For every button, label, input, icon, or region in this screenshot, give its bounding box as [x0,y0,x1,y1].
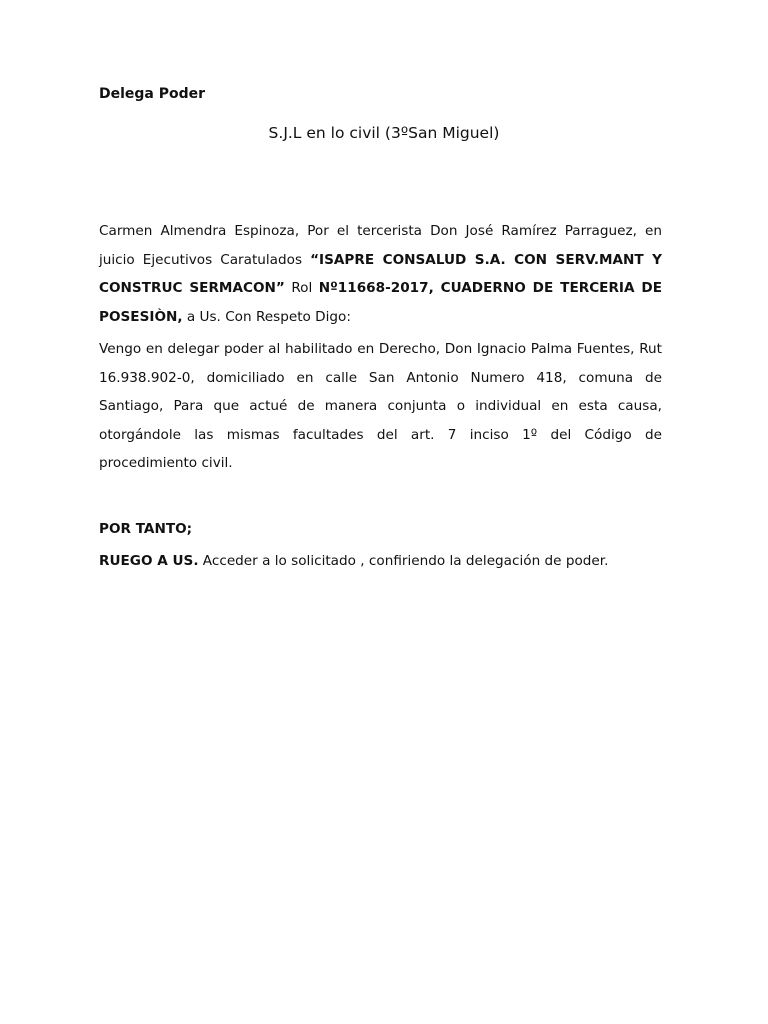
ruego-paragraph [99,553,608,569]
case-role-number: Nº11668-2017, CUADERNO DE TERCERIA DE POSESIÒN, [99,280,662,325]
opening-text-1: Carmen Almendra Espinoza, Por el tercerista Don José Ramírez Parraguez, en juicio Ejecutivos Caratulados [99,223,662,268]
opening-paragraph [99,217,662,331]
court-title: S.J.L en lo civil (3ºSan Miguel) [268,124,500,142]
case-caption: “ISAPRE CONSALUD S.A. CON SERV.MANT Y CONSTRUC SERMACON” [99,251,663,296]
delegation-paragraph: Vengo en delegar poder al habilitado en Derecho, Don Ignacio Palma Fuentes, Rut 16.938.902-0, domiciliado en calle San Antonio Numero 418, comuna de Santiago, Para que actué de manera conjunta o individual en esta causa, otorgándole las mismas facultades del art. 7 inciso 1º del Código de procedimiento civil. [99,341,662,471]
opening-text-2: Rol [284,280,319,296]
ruego-text: Acceder a lo solicitado , confiriendo la delegación de poder. [198,553,609,569]
por-tanto-heading: POR TANTO; [99,521,193,537]
ruego-label: RUEGO A US. [99,553,199,569]
opening-text-3: a Us. Con Respeto Digo: [182,308,351,325]
document-heading: Delega Poder [99,86,206,102]
